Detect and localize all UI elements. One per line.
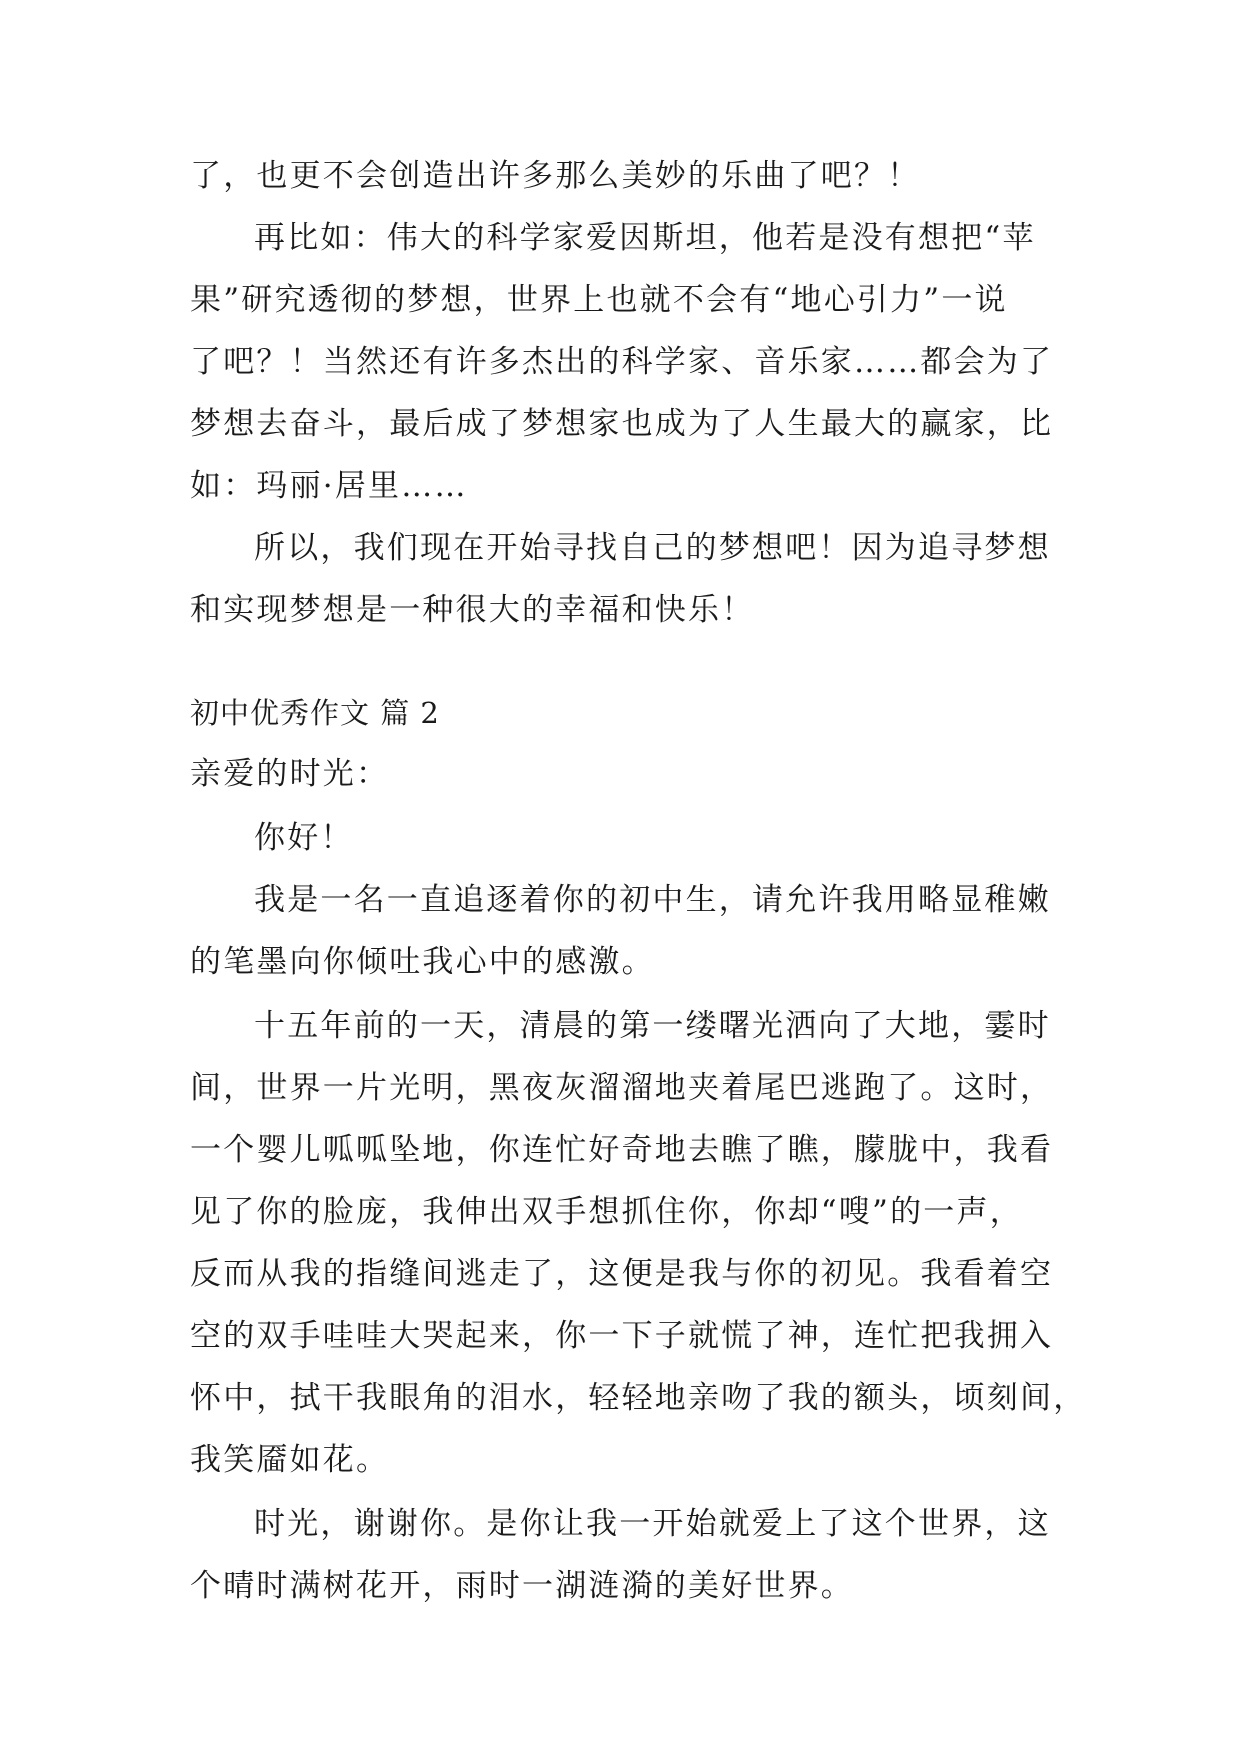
paragraph-line: 我是一名一直追逐着你的初中生，请允许我用略显稚嫩 bbox=[254, 882, 1051, 918]
paragraph-line: 再比如：伟大的科学家爱因斯坦，他若是没有想把“苹 bbox=[254, 220, 1036, 256]
paragraph-line: 个晴时满树花开，雨时一湖涟漪的美好世界。 bbox=[190, 1568, 854, 1604]
paragraph-line: 一个婴儿呱呱坠地，你连忙好奇地去瞧了瞧，朦胧中，我看 bbox=[190, 1132, 1054, 1168]
paragraph-line: 间，世界一片光明，黑夜灰溜溜地夹着尾巴逃跑了。这时， bbox=[190, 1070, 1054, 1106]
essay-heading: 初中优秀作文 篇 2 bbox=[190, 696, 440, 730]
salutation: 亲爱的时光： bbox=[190, 756, 390, 792]
paragraph-line: 如：玛丽·居里…… bbox=[190, 468, 468, 504]
paragraph-line: 果”研究透彻的梦想，世界上也就不会有“地心引力”一说 bbox=[190, 282, 1008, 318]
paragraph-line: 了，也更不会创造出许多那么美妙的乐曲了吧？！ bbox=[190, 158, 921, 194]
paragraph-line: 反而从我的指缝间逃走了，这便是我与你的初见。我看着空 bbox=[190, 1256, 1054, 1292]
paragraph-line: 和实现梦想是一种很大的幸福和快乐！ bbox=[190, 592, 755, 628]
paragraph-line: 怀中，拭干我眼角的泪水，轻轻地亲吻了我的额头，顷刻间， bbox=[190, 1380, 1087, 1416]
paragraph-line: 时光，谢谢你。是你让我一开始就爱上了这个世界，这 bbox=[254, 1506, 1051, 1542]
paragraph-line: 了吧？！当然还有许多杰出的科学家、音乐家……都会为了 bbox=[190, 344, 1054, 380]
paragraph-line: 见了你的脸庞，我伸出双手想抓住你，你却“嗖”的一声， bbox=[190, 1194, 1023, 1230]
paragraph-line: 所以，我们现在开始寻找自己的梦想吧！因为追寻梦想 bbox=[254, 530, 1051, 566]
paragraph-line: 空的双手哇哇大哭起来，你一下子就慌了神，连忙把我拥入 bbox=[190, 1318, 1054, 1354]
paragraph-line: 十五年前的一天，清晨的第一缕曙光洒向了大地，霎时 bbox=[254, 1008, 1051, 1044]
paragraph-line: 你好！ bbox=[254, 820, 354, 856]
paragraph-line: 梦想去奋斗，最后成了梦想家也成为了人生最大的赢家，比 bbox=[190, 406, 1054, 442]
paragraph-line: 我笑靥如花。 bbox=[190, 1442, 390, 1478]
paragraph-line: 的笔墨向你倾吐我心中的感激。 bbox=[190, 944, 655, 980]
